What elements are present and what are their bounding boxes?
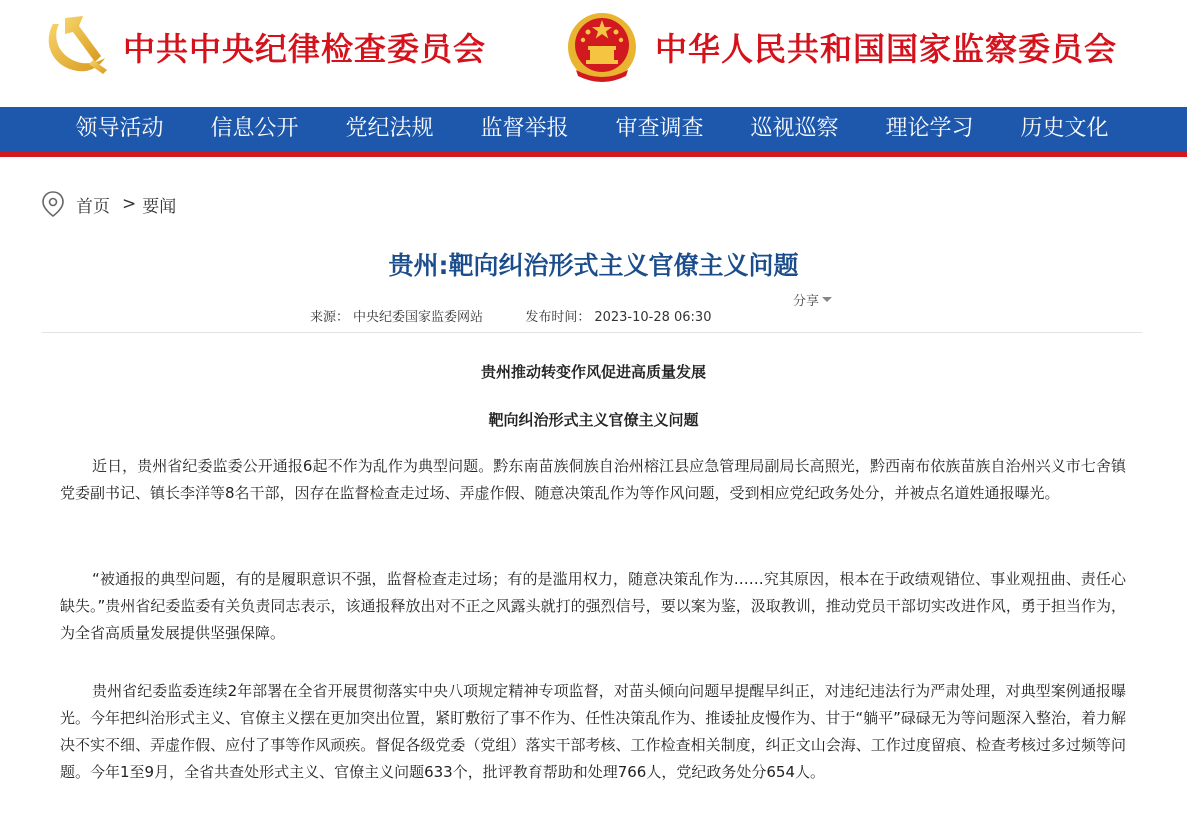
share-button[interactable] bbox=[793, 290, 832, 309]
breadcrumb bbox=[40, 190, 176, 218]
time-label: 发布时间： bbox=[525, 310, 591, 325]
nav-item-regulations[interactable]: 党纪法规 bbox=[345, 116, 434, 141]
nav-item-report[interactable]: 监督举报 bbox=[480, 116, 569, 141]
article-meta bbox=[310, 306, 715, 325]
site-header bbox=[0, 0, 1187, 107]
breadcrumb-separator: > bbox=[122, 194, 137, 214]
main-nav bbox=[0, 107, 1187, 151]
breadcrumb-home[interactable]: 首页 bbox=[76, 196, 110, 217]
nav-item-investigation[interactable]: 审查调查 bbox=[615, 116, 704, 141]
cpc-commission-title[interactable]: 中共中央纪律检查委员会 bbox=[123, 30, 487, 68]
time-value: 2023-10-28 06:30 bbox=[594, 310, 712, 325]
article-subtitle-2: 靶向纠治形式主义官僚主义问题 bbox=[488, 411, 699, 429]
meta-divider bbox=[42, 332, 1142, 333]
share-label: 分享 bbox=[793, 294, 820, 309]
source-value: 中央纪委国家监委网站 bbox=[353, 310, 484, 325]
nav-item-info-disclosure[interactable]: 信息公开 bbox=[210, 116, 299, 141]
article-subtitle-1: 贵州推动转变作风促进高质量发展 bbox=[480, 363, 706, 381]
nav-red-bar bbox=[0, 151, 1187, 157]
chevron-down-icon bbox=[822, 297, 832, 302]
supervision-commission-title[interactable]: 中华人民共和国国家监察委员会 bbox=[655, 30, 1118, 68]
article-paragraph-1: 近日，贵州省纪委监委公开通报6起不作为乱作为典型问题。黔东南苗族侗族自治州榕江县应急管理局副局长高照光，黔西南布依族苗族自治州兴义市七舍镇党委副书记、镇长李洋等8名干部，因存在监督检查走过场、弄虚作假、随意决策乱作为等作风问题，受到相应党纪政务处分，并被点名道姓通报曝光。 bbox=[60, 457, 1126, 502]
nav-item-inspection[interactable]: 巡视巡察 bbox=[750, 116, 839, 141]
article-title: 贵州:靶向纠治形式主义官僚主义问题 bbox=[388, 251, 799, 280]
nav-item-leadership[interactable]: 领导活动 bbox=[75, 116, 164, 141]
article-paragraph-2: “被通报的典型问题，有的是履职意识不强，监督检查走过场；有的是滥用权力，随意决策乱作为……究其原因，根本在于政绩观错位、事业观扭曲、责任心缺失。”贵州省纪委监委有关负责同志表示，该通报释放出对不正之风露头就打的强烈信号，要以案为鉴，汲取教训，推动党员干部切实改进作风，勇于担当作为，为全省高质量发展提供坚强保障。 bbox=[60, 570, 1126, 642]
article-paragraph-3: 贵州省纪委监委连续2年部署在全省开展贯彻落实中央八项规定精神专项监督，对苗头倾向问题早提醒早纠正，对违纪违法行为严肃处理，对典型案例通报曝光。今年把纠治形式主义、官僚主义摆在更加突出位置，紧盯敷衍了事不作为、任性决策乱作为、推诿扯皮慢作为、甘于“躺平”碌碌无为等问题深入整治，着力解决不实不细、弄虚作假、应付了事等作风顽疾。督促各级党委（党组）落实干部考核、工作检查相关制度，纠正文山会海、工作过度留痕、检查考核过多过频等问题。今年1至9月，全省共查处形式主义、官僚主义问题633个，批评教育帮助和处理766人，党纪政务处分654人。 bbox=[60, 682, 1126, 781]
source-label: 来源： bbox=[310, 310, 350, 325]
breadcrumb-current[interactable]: 要闻 bbox=[142, 196, 177, 217]
nav-item-theory[interactable]: 理论学习 bbox=[885, 116, 974, 141]
national-emblem-icon[interactable] bbox=[566, 10, 638, 84]
nav-item-history[interactable]: 历史文化 bbox=[1020, 116, 1109, 141]
party-emblem-icon[interactable] bbox=[43, 12, 109, 78]
location-pin-icon bbox=[40, 190, 66, 218]
nav-items bbox=[52, 107, 1132, 151]
